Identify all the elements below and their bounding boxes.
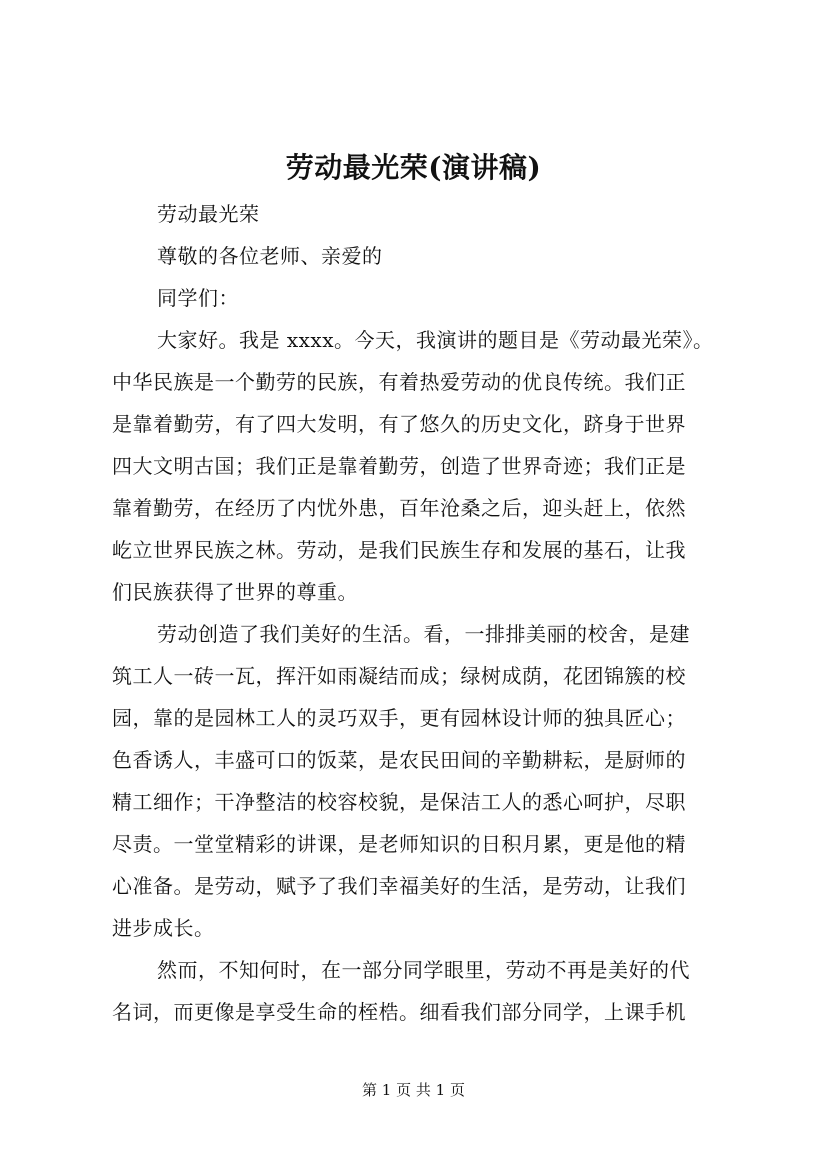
text-line: 屹立世界民族之林。劳动，是我们民族生存和发展的基石，让我: [112, 538, 686, 562]
text-line: 然而，不知何时，在一部分同学眼里，劳动不再是美好的代: [157, 958, 690, 982]
text-line: 精工细作；干净整洁的校容校貌，是保洁工人的悉心呵护，尽职: [112, 790, 686, 814]
text-line: 进步成长。: [112, 916, 215, 940]
text-line: 筑工人一砖一瓦，挥汗如雨凝结而成；绿树成荫，花团锦簇的校: [112, 664, 686, 688]
text-line: 大家好。我是 xxxx。今天，我演讲的题目是《劳动最光荣》。: [157, 328, 714, 352]
text-line: 们民族获得了世界的尊重。: [112, 580, 358, 604]
text-line: 园，靠的是园林工人的灵巧双手，更有园林设计师的独具匠心；: [112, 706, 686, 730]
text-line: 尊敬的各位老师、亲爱的: [157, 244, 383, 268]
text-line: 名词，而更像是享受生命的桎梏。细看我们部分同学，上课手机: [112, 1000, 686, 1024]
text-line: 中华民族是一个勤劳的民族，有着热爱劳动的优良传统。我们正: [112, 370, 686, 394]
text-line: 四大文明古国；我们正是靠着勤劳，创造了世界奇迹；我们正是: [112, 454, 686, 478]
text-line: 劳动最光荣: [157, 202, 260, 226]
text-line: 尽责。一堂堂精彩的讲课，是老师知识的日积月累，更是他的精: [112, 832, 686, 856]
text-line: 靠着勤劳，在经历了内忧外患，百年沧桑之后，迎头赶上，依然: [112, 496, 686, 520]
page-footer: 第 1 页 共 1 页: [362, 1081, 465, 1099]
text-line: 是靠着勤劳，有了四大发明，有了悠久的历史文化，跻身于世界: [112, 412, 686, 436]
document-title: 劳动最光荣(演讲稿): [285, 151, 542, 184]
text-line: 同学们：: [157, 286, 239, 310]
text-line: 色香诱人，丰盛可口的饭菜，是农民田间的辛勤耕耘，是厨师的: [112, 748, 686, 772]
text-line: 劳动创造了我们美好的生活。看，一排排美丽的校舍，是建: [157, 622, 690, 646]
text-line: 心准备。是劳动，赋予了我们幸福美好的生活，是劳动，让我们: [112, 874, 686, 898]
